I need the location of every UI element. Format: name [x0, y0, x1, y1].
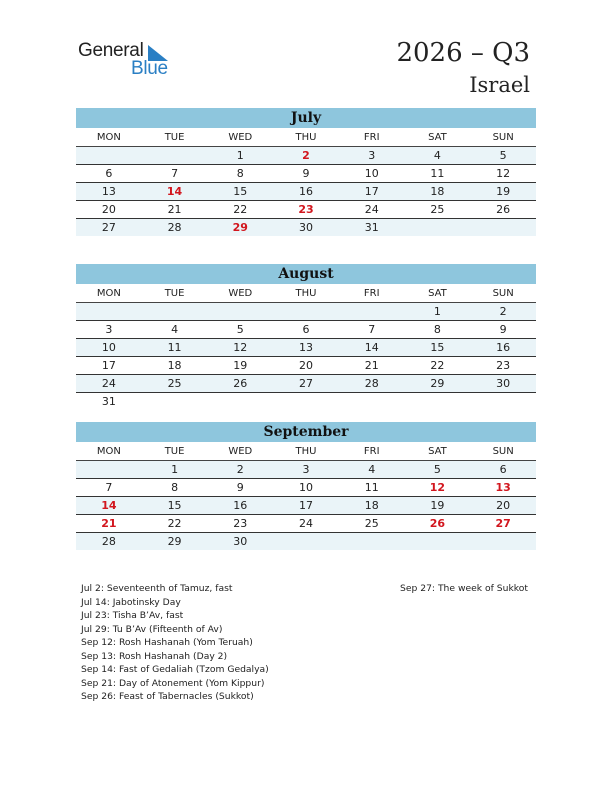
weekday-label: MON — [96, 288, 121, 299]
logo — [78, 40, 178, 80]
day-cell: 24 — [101, 377, 116, 390]
weekday-label: MON — [96, 446, 121, 457]
day-cell: 5 — [236, 323, 244, 336]
month-august — [76, 264, 536, 410]
day-cell: 19 — [430, 499, 445, 512]
day-cell: 10 — [101, 341, 116, 354]
holiday-note: Jul 29: Tu B’Av (Fifteenth of Av) — [81, 623, 223, 635]
day-cell: 4 — [171, 323, 179, 336]
day-cell — [207, 303, 273, 321]
weekday-label: WED — [228, 446, 253, 457]
weekday-header-row — [76, 284, 536, 303]
day-cell — [339, 393, 405, 411]
day-cell: 25 — [430, 203, 445, 216]
day-cell: 9 — [302, 167, 310, 180]
holiday-list-right — [400, 582, 528, 596]
week-row — [76, 183, 536, 201]
day-cell — [76, 303, 142, 321]
day-cell: 27 — [101, 221, 116, 234]
week-row — [76, 393, 536, 410]
day-cell: 29 — [430, 377, 445, 390]
month-header: July — [76, 108, 536, 128]
day-cell: 18 — [430, 185, 445, 198]
page-title: 2026 – Q3 — [396, 38, 530, 68]
day-cell: 1 — [433, 305, 441, 318]
day-cell: 29 — [167, 535, 182, 548]
day-cell: 30 — [233, 535, 248, 548]
holiday-note: Sep 14: Fast of Gedaliah (Tzom Gedalya) — [81, 664, 269, 675]
week-row — [76, 321, 536, 339]
holiday-date: 29 — [232, 221, 248, 234]
day-cell: 3 — [368, 149, 376, 162]
day-cell: 16 — [496, 341, 511, 354]
weekday-label: WED — [228, 288, 253, 299]
month-september — [76, 422, 536, 550]
day-cell: 25 — [364, 517, 379, 530]
day-cell: 19 — [233, 359, 248, 372]
day-cell: 3 — [105, 323, 113, 336]
day-cell: 12 — [233, 341, 248, 354]
day-cell — [405, 393, 471, 411]
weekday-label: SUN — [492, 446, 514, 457]
holiday-date: 26 — [429, 517, 446, 530]
day-cell — [142, 303, 208, 321]
day-cell: 9 — [499, 323, 507, 336]
weekday-label: FRI — [363, 288, 380, 299]
week-row — [76, 303, 536, 321]
day-cell — [76, 461, 142, 479]
day-cell — [405, 533, 471, 551]
day-cell: 24 — [298, 517, 313, 530]
day-cell: 8 — [171, 481, 179, 494]
day-cell: 6 — [499, 463, 507, 476]
day-cell: 2 — [499, 305, 507, 318]
holiday-note: Sep 12: Rosh Hashanah (Yom Teruah) — [81, 637, 253, 648]
day-cell: 21 — [364, 359, 379, 372]
day-cell: 13 — [298, 341, 313, 354]
day-cell: 20 — [101, 203, 116, 216]
week-row — [76, 497, 536, 515]
holiday-list-left — [81, 582, 269, 704]
day-cell — [339, 303, 405, 321]
day-cell — [142, 147, 208, 165]
logo-text-general: General — [78, 40, 144, 61]
day-cell: 18 — [364, 499, 379, 512]
weekday-label: SAT — [428, 446, 447, 457]
month-july — [76, 108, 536, 236]
day-cell: 10 — [364, 167, 379, 180]
day-cell: 6 — [105, 167, 113, 180]
holiday-note: Jul 2: Seventeenth of Tamuz, fast — [81, 583, 233, 594]
day-cell — [273, 303, 339, 321]
holiday-date: 14 — [166, 185, 183, 198]
holiday-note: Jul 14: Jabotinsky Day — [81, 596, 181, 608]
day-cell: 12 — [496, 167, 511, 180]
weekday-header-row — [76, 442, 536, 461]
day-cell: 7 — [105, 481, 113, 494]
weekday-label: SAT — [428, 288, 447, 299]
day-cell: 10 — [298, 481, 313, 494]
day-cell: 28 — [101, 535, 116, 548]
weekday-label: FRI — [363, 446, 380, 457]
day-cell: 5 — [499, 149, 507, 162]
holiday-date: 23 — [298, 203, 314, 216]
day-cell: 17 — [101, 359, 116, 372]
day-cell: 1 — [236, 149, 244, 162]
holiday-note: Jul 23: Tisha B’Av, fast — [81, 610, 184, 621]
day-cell: 21 — [167, 203, 182, 216]
day-cell: 22 — [430, 359, 445, 372]
day-cell: 23 — [496, 359, 511, 372]
weekday-label: SAT — [428, 132, 447, 143]
day-cell: 31 — [101, 395, 116, 408]
day-cell: 16 — [298, 185, 313, 198]
week-row — [76, 201, 536, 219]
holiday-note: Sep 13: Rosh Hashanah (Day 2) — [81, 650, 228, 662]
day-cell — [470, 219, 536, 237]
day-cell: 7 — [368, 323, 376, 336]
day-cell: 1 — [171, 463, 179, 476]
day-cell: 15 — [233, 185, 248, 198]
holiday-note: Sep 26: Feast of Tabernacles (Sukkot) — [81, 691, 254, 702]
day-cell: 28 — [167, 221, 182, 234]
day-cell: 15 — [167, 499, 182, 512]
day-cell: 25 — [167, 377, 182, 390]
day-cell: 26 — [496, 203, 511, 216]
week-row — [76, 375, 536, 393]
day-cell — [273, 533, 339, 551]
day-cell: 17 — [298, 499, 313, 512]
day-cell — [470, 393, 536, 411]
week-row — [76, 357, 536, 375]
weekday-label: TUE — [164, 288, 185, 299]
weekday-label: THU — [295, 288, 317, 299]
weekday-label: TUE — [164, 132, 185, 143]
day-cell: 26 — [233, 377, 248, 390]
day-cell — [76, 147, 142, 165]
day-cell: 11 — [167, 341, 182, 354]
day-cell: 24 — [364, 203, 379, 216]
day-cell — [470, 533, 536, 551]
weekday-label: THU — [295, 132, 317, 143]
month-header: September — [76, 422, 536, 442]
logo-text-blue: Blue — [131, 58, 168, 79]
week-row — [76, 219, 536, 236]
holiday-note: Sep 27: The week of Sukkot — [400, 583, 528, 594]
week-row — [76, 461, 536, 479]
day-cell: 6 — [302, 323, 310, 336]
day-cell: 20 — [496, 499, 511, 512]
day-cell: 3 — [302, 463, 310, 476]
week-row — [76, 147, 536, 165]
weekday-label: WED — [228, 132, 253, 143]
country-name: Israel — [469, 73, 530, 97]
day-cell: 11 — [364, 481, 379, 494]
day-cell — [405, 219, 471, 237]
day-cell: 14 — [364, 341, 379, 354]
holiday-date: 14 — [101, 499, 117, 512]
day-cell: 30 — [298, 221, 313, 234]
day-cell — [207, 393, 273, 411]
day-cell: 2 — [236, 463, 244, 476]
day-cell: 28 — [364, 377, 379, 390]
day-cell — [142, 393, 208, 411]
holiday-date: 27 — [495, 517, 511, 530]
day-cell: 31 — [364, 221, 379, 234]
month-header: August — [76, 264, 536, 284]
day-cell — [339, 533, 405, 551]
day-cell: 7 — [171, 167, 179, 180]
holiday-date: 2 — [302, 149, 310, 162]
day-cell — [273, 393, 339, 411]
week-row — [76, 533, 536, 550]
day-cell: 11 — [430, 167, 445, 180]
holiday-date: 13 — [495, 481, 511, 494]
day-cell: 4 — [433, 149, 441, 162]
day-cell: 22 — [233, 203, 248, 216]
weekday-header-row — [76, 128, 536, 147]
day-cell: 18 — [167, 359, 182, 372]
weekday-label: SUN — [492, 288, 514, 299]
day-cell: 15 — [430, 341, 445, 354]
day-cell: 9 — [236, 481, 244, 494]
day-cell: 20 — [298, 359, 313, 372]
day-cell: 17 — [364, 185, 379, 198]
day-cell: 13 — [101, 185, 116, 198]
day-cell: 22 — [167, 517, 182, 530]
holiday-date: 12 — [429, 481, 446, 494]
weekday-label: FRI — [363, 132, 380, 143]
day-cell: 16 — [233, 499, 248, 512]
week-row — [76, 515, 536, 533]
weekday-label: TUE — [164, 446, 185, 457]
day-cell: 27 — [298, 377, 313, 390]
day-cell: 23 — [233, 517, 248, 530]
day-cell: 8 — [433, 323, 441, 336]
holiday-note: Sep 21: Day of Atonement (Yom Kippur) — [81, 677, 265, 689]
day-cell: 8 — [236, 167, 244, 180]
day-cell: 30 — [496, 377, 511, 390]
week-row — [76, 479, 536, 497]
week-row — [76, 165, 536, 183]
day-cell: 4 — [368, 463, 376, 476]
weekday-label: MON — [96, 132, 121, 143]
day-cell: 19 — [496, 185, 511, 198]
holiday-date: 21 — [101, 517, 117, 530]
weekday-label: SUN — [492, 132, 514, 143]
weekday-label: THU — [295, 446, 317, 457]
day-cell: 5 — [433, 463, 441, 476]
week-row — [76, 339, 536, 357]
